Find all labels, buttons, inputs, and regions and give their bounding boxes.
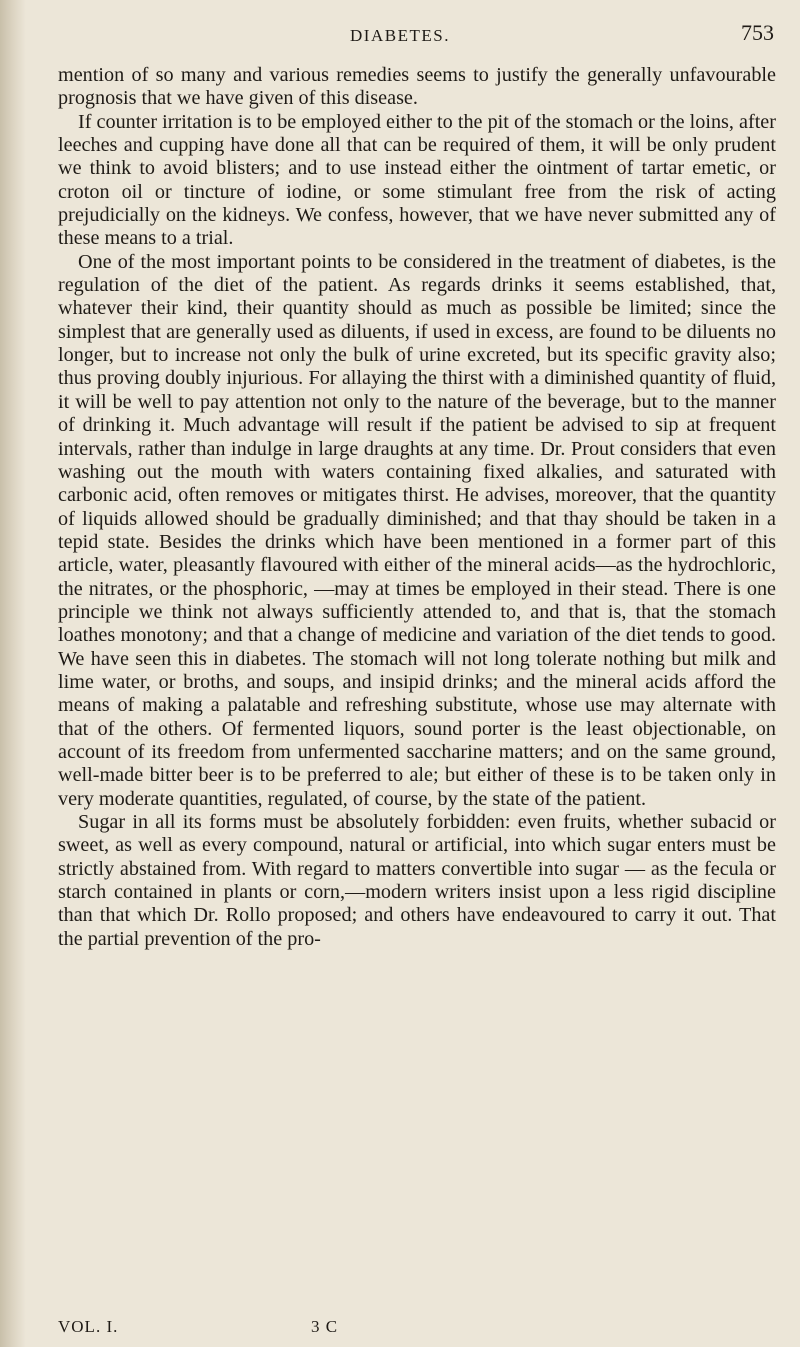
paragraph-diet-regulation: One of the most important points to be considered in the treatment of diabetes, is the regulation of the diet of the patient. As regards drinks it seems established, that, whatever their kind, their quantity should as much as possible be limited; since the simplest that are generally used as diluents, if used in excess, are found to be diluents no longer, but to increase not only the bulk of urine excreted, but its specific gravity also; thus proving doubly injurious. For allaying the thirst with a diminished quantity of fluid, it will be well to pay attention not only to the nature of the beverage, but to the manner of drinking it. Much advantage will result if the patient be advised to sip at frequent intervals, rather than indulge in large draughts at any time. Dr. Prout considers that even washing out the mouth with waters containing fixed alkalies, and saturated with carbonic acid, often removes or mitigates thirst. He advises, moreover, that the quantity of liquids allowed should be gradually diminished; and that thay should be taken in a tepid state. Besides the drinks which have been mentioned in a former part of this article, water, pleasantly flavoured with either of the mineral acids—as the hydrochloric, the nitrates, or the phosphoric, —may at times be employed in their stead. There is one principle we think not always sufficiently attended to, and that is, that the stomach loathes monotony; and that a change of medicine and variation of the diet tends to good. We have seen this in diabetes. The stomach will not long tolerate nothing but milk and lime water, or broths, and soups, and insipid drinks; and the mineral acids afford the means of making a palatable and refreshing substitute, whose use may alternate with that of the others. Of fermented liquors, sound porter is the least objectionable, on account of its freedom from unfermented saccharine matters; and on the same ground, well-made bitter beer is to be preferred to ale; but either of these is to be taken only in very moderate quantities, regulated, of course, by the state of the patient. xyxy=(58,250,776,810)
page-footer xyxy=(58,1317,776,1341)
running-head xyxy=(0,20,800,46)
paragraph-sugar-forbidden: Sugar in all its forms must be absolutely forbidden: even fruits, whether subacid or sweet, as well as every compound, natural or artificial, into which sugar enters must be strictly abstained from. With regard to matters convertible into sugar — as the fecula or starch contained in plants or corn,—modern writers insist upon a less rigid discipline than that which Dr. Rollo proposed; and others have endeavoured to carry it out. That the partial prevention of the pro- xyxy=(58,811,776,950)
running-title: DIABETES. xyxy=(350,26,450,45)
paragraph-continuation: mention of so many and various remedies seems to justify the generally unfavourable prognosis that we have given of this disease. xyxy=(58,64,776,110)
signature-mark: 3 C xyxy=(311,1317,339,1336)
page-number: 753 xyxy=(741,20,774,45)
body-text xyxy=(58,64,776,951)
paragraph-counter-irritation: If counter irritation is to be employed either to the pit of the stomach or the loins, after leeches and cupping have done all that can be required of them, it will be only prudent we think to avoid blisters; and to use instead either the ointment of tartar emetic, or croton oil or tincture of iodine, or some stimulant free from the risk of acting prejudicially on the kidneys. We confess, however, that we have never submitted any of these means to a trial. xyxy=(58,110,776,250)
volume-label: VOL. I. xyxy=(58,1317,119,1336)
